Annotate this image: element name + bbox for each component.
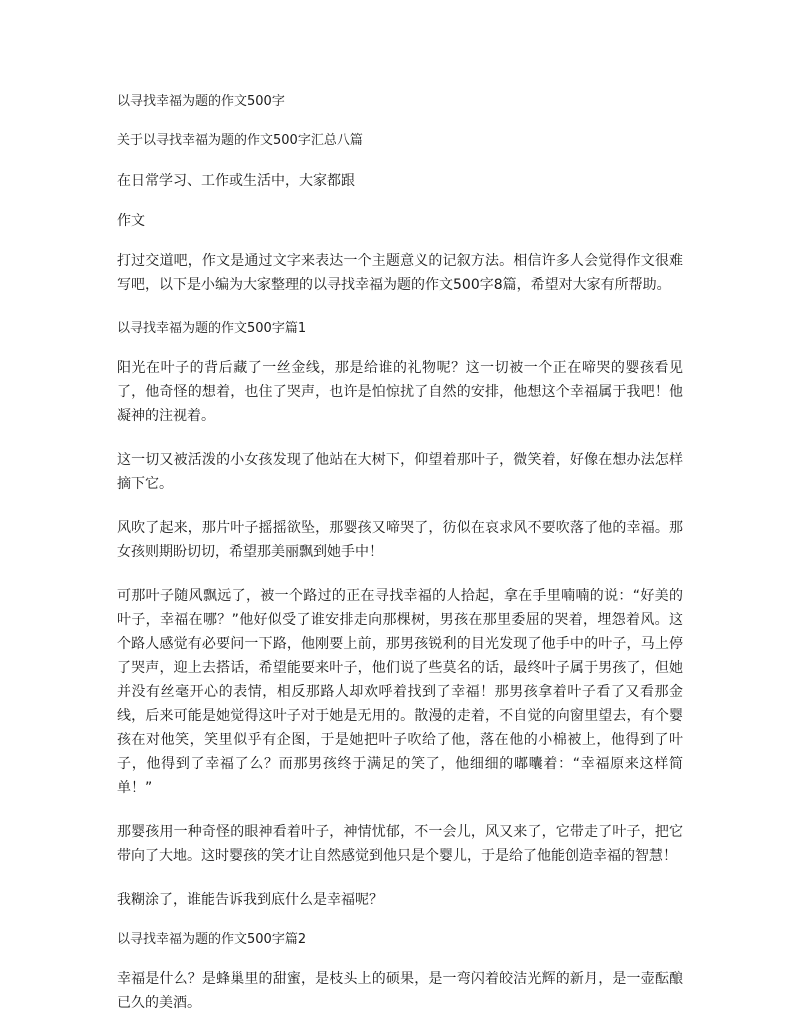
essay-2-paragraph: 幸福是什么？是蜂巢里的甜蜜，是枝头上的硕果，是一弯闪着皎洁光辉的新月，是一壶酝酿已久的美酒。 (117, 971, 683, 1011)
document-subtitle: 关于以寻找幸福为题的作文500字汇总八篇 (117, 133, 363, 148)
intro-paragraph: 打过交道吧，作文是通过文字来表达一个主题意义的记叙方法。相信许多人会觉得作文很难写吧，以下是小编为大家整理的以寻找幸福为题的作文500字8篇，希望对大家有所帮助。 (117, 253, 683, 293)
essay-2-heading: 以寻找幸福为题的作文500字篇2 (117, 932, 307, 947)
essay-1-paragraph: 这一切又被活泼的小女孩发现了他站在大树下，仰望着那叶子，微笑着，好像在想办法怎样摘下它。 (117, 452, 683, 492)
document-title: 以寻找幸福为题的作文500字 (117, 94, 285, 109)
intro-line-1: 在日常学习、工作或生活中，大家都跟 (117, 173, 355, 189)
essay-1-paragraph: 可那叶子随风飘远了，被一个路过的正在寻找幸福的人拾起，拿在手里喃喃的说：“好美的叶子，幸福在哪？”他好似受了谁安排走向那棵树，男孩在那里委屈的哭着，埋怨着风。这个路人感觉有必要问一下路，他刚要上前，那男孩锐利的目光发现了他手中的叶子，马上停了哭声，迎上去搭话，希望能要来叶子，他们说了些莫名的话，最终叶子属于男孩了，但她并没有丝毫开心的表情，相反那路人却欢呼着找到了幸福！那男孩拿着叶子看了又看那金线，后来可能是她觉得这叶子对于她是无用的。散漫的走着，不自觉的向窗里望去，有个婴孩在对他笑，笑里似乎有企图，于是她把叶子吹给了他，落在他的小棉被上，他得到了叶子，他得到了幸福了么？而那男孩终于满足的笑了，他细细的嘟囔着：“幸福原来这样简单！” (117, 588, 683, 796)
essay-1-heading: 以寻找幸福为题的作文500字篇1 (117, 321, 307, 336)
essay-1-paragraph: 风吹了起来，那片叶子摇摇欲坠，那婴孩又啼哭了，彷似在哀求风不要吹落了他的幸福。那女孩则期盼切切，希望那美丽飘到她手中！ (117, 520, 683, 560)
essay-1-paragraph: 阳光在叶子的背后藏了一丝金线，那是给谁的礼物呢？这一切被一个正在啼哭的婴孩看见了，他奇怪的想着，也住了哭声，也许是怕惊扰了自然的安排，他想这个幸福属于我吧！他凝神的注视着。 (117, 360, 683, 424)
essay-1-paragraph: 那婴孩用一种奇怪的眼神看着叶子，神情忧郁，不一会儿，风又来了，它带走了叶子，把它带向了大地。这时婴孩的笑才让自然感觉到他只是个婴儿，于是给了他能创造幸福的智慧！ (117, 824, 683, 864)
essay-1-paragraph: 我糊涂了，谁能告诉我到底什么是幸福呢？ (117, 892, 383, 908)
intro-line-2: 作文 (117, 213, 145, 229)
document-page (117, 90, 683, 1015)
